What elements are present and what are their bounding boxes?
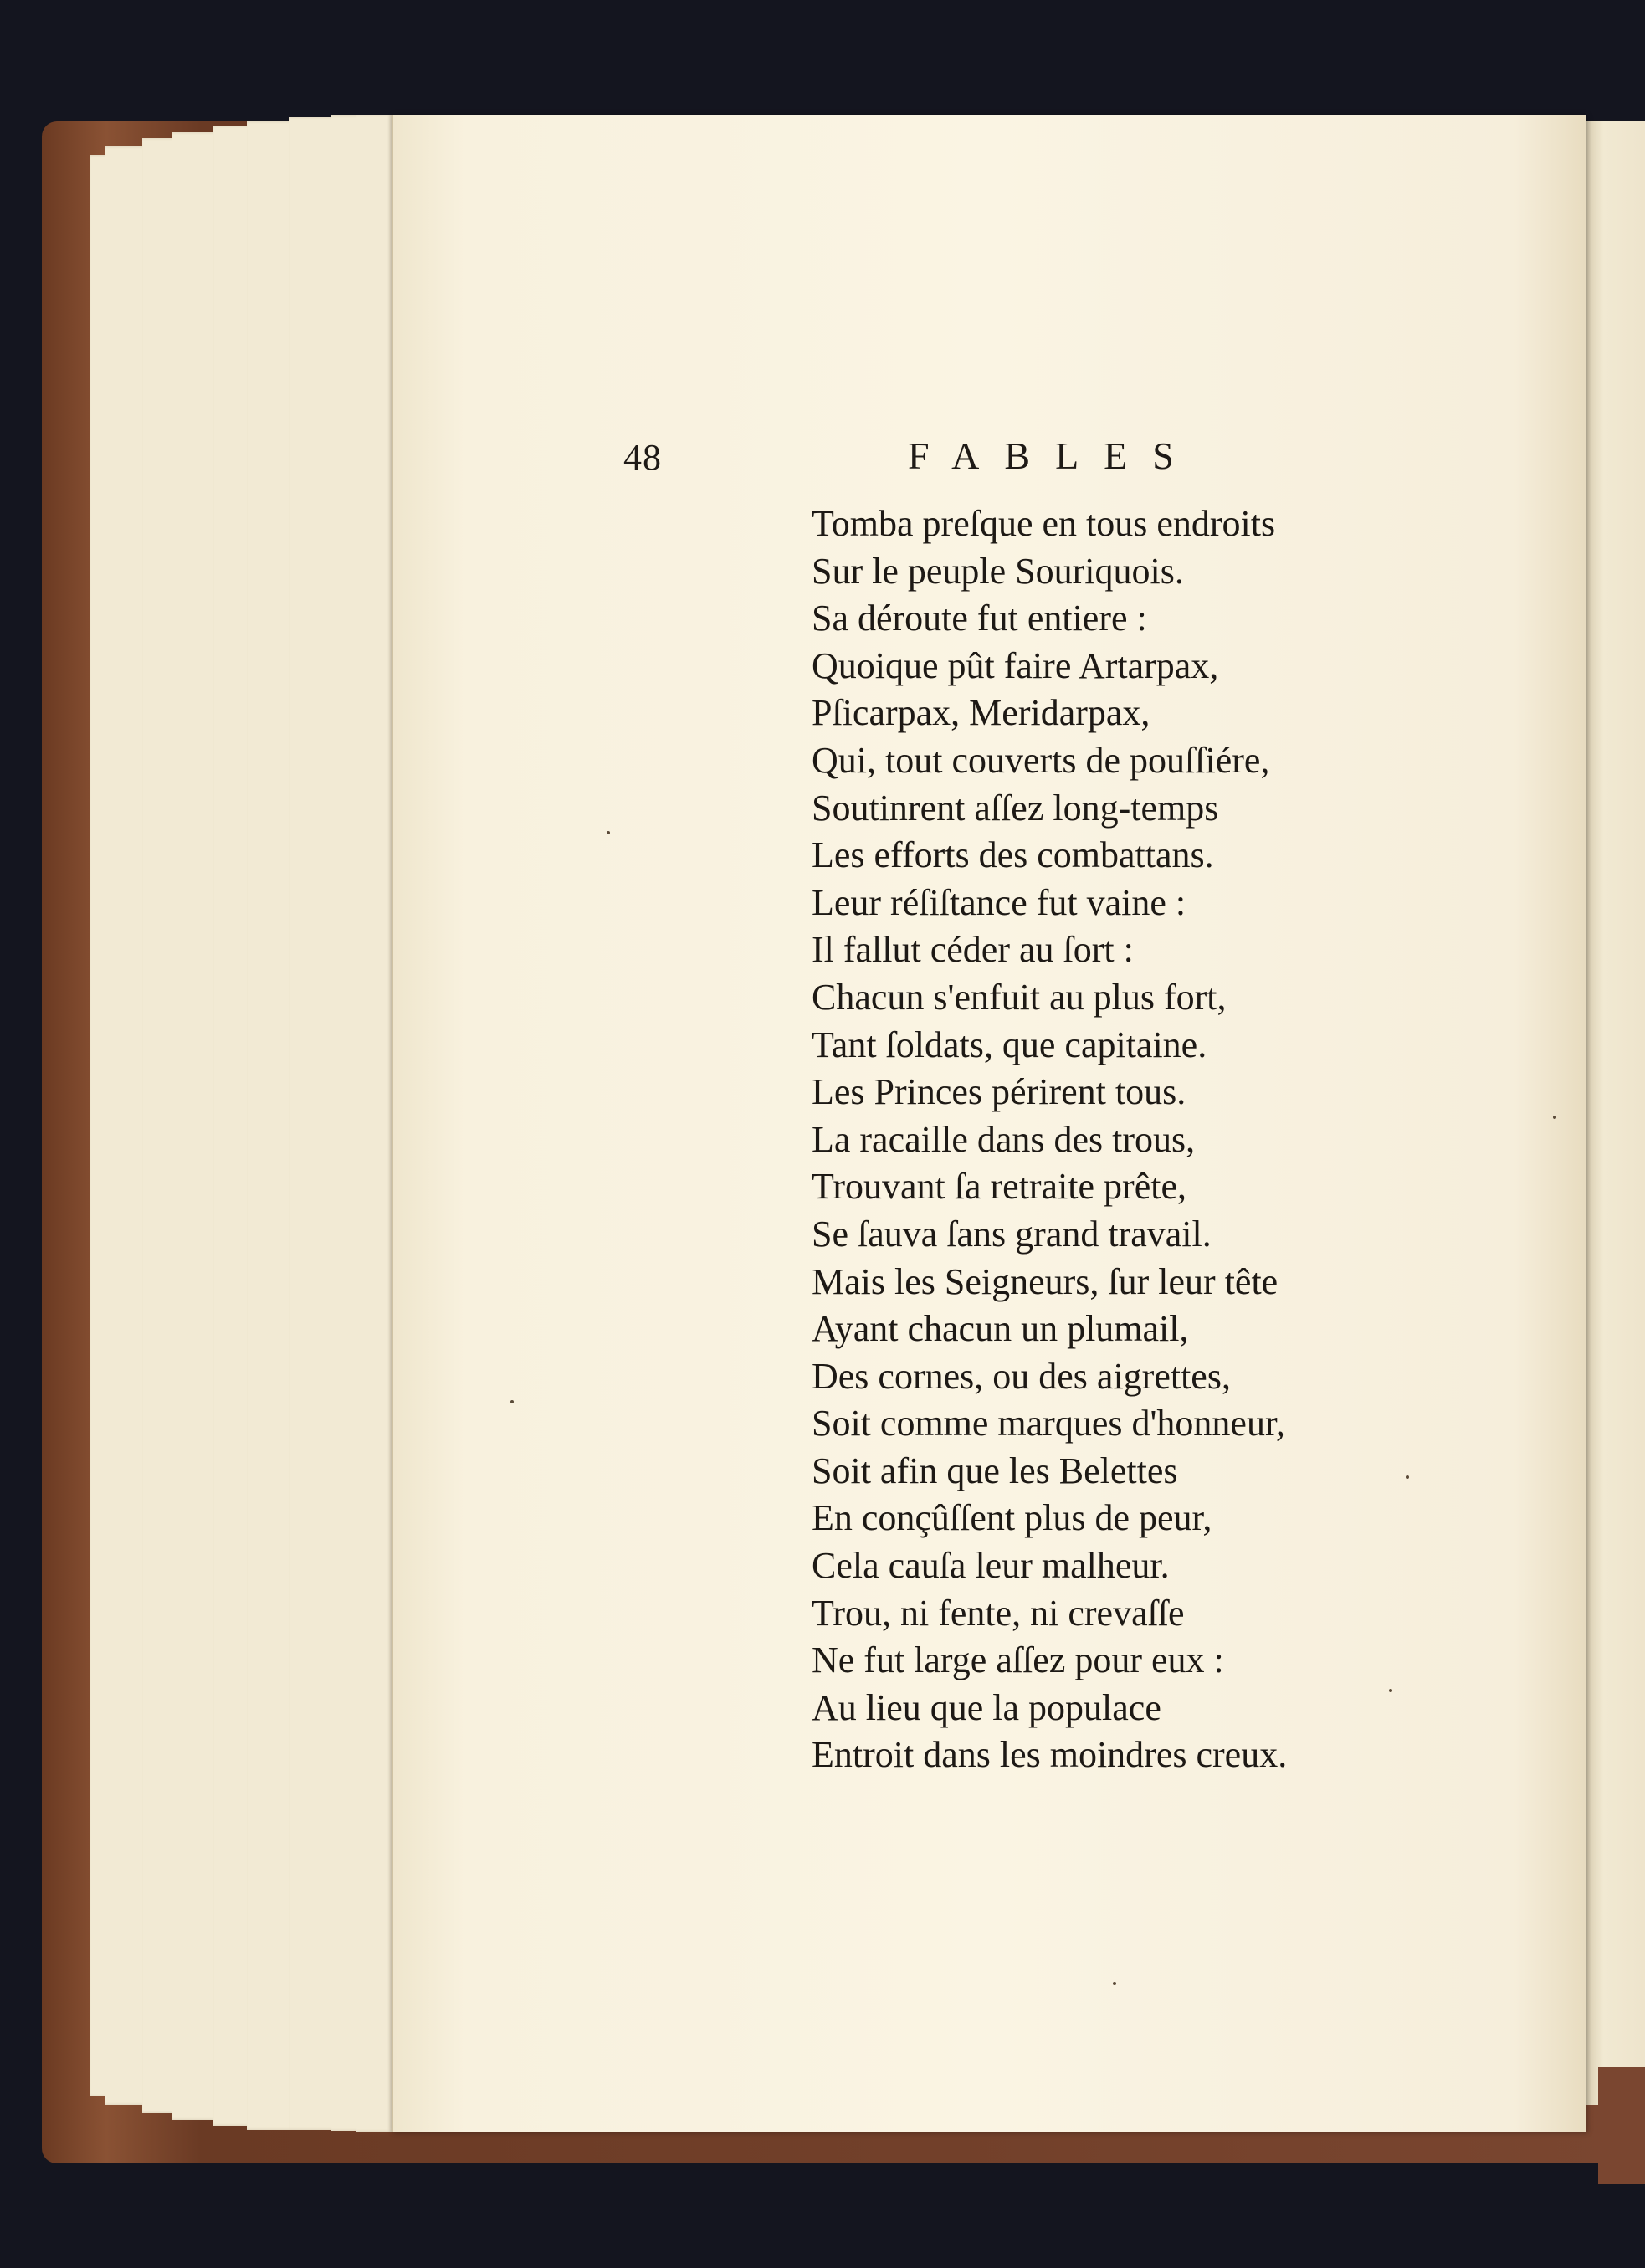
- facing-page-edge: [1586, 121, 1645, 2105]
- verse-line: Il fallut céder au ſort :: [812, 929, 1134, 971]
- verse-line: Ne fut large aſſez pour eux :: [812, 1639, 1224, 1681]
- verse-text: [812, 500, 1287, 1779]
- paper-speck: [1113, 1982, 1116, 1985]
- paper-speck: [1406, 1475, 1409, 1479]
- verse-line: Quoique pût faire Artarpax,: [812, 644, 1219, 686]
- paper-speck: [510, 1400, 514, 1403]
- facing-cover-corner: [1598, 2067, 1645, 2184]
- verse-line: Soutinrent aſſez long-temps: [812, 787, 1219, 829]
- paper-speck: [1389, 1689, 1392, 1692]
- verse-line: Pſicarpax, Meridarpax,: [812, 692, 1150, 734]
- verse-line: Mais les Seigneurs, ſur leur tête: [812, 1260, 1279, 1302]
- verse-line: Les efforts des combattans.: [812, 834, 1214, 876]
- verse-line: Des cornes, ou des aigrettes,: [812, 1355, 1231, 1397]
- verse-line: Se ſauva ſans grand travail.: [812, 1213, 1212, 1255]
- verse-line: Tant ſoldats, que capitaine.: [812, 1024, 1207, 1065]
- verse-line: Cela cauſa leur malheur.: [812, 1545, 1170, 1587]
- running-title: FABLES: [908, 434, 1199, 477]
- verse-line: Entroit dans les moindres creux.: [812, 1734, 1288, 1776]
- page-number: 48: [623, 437, 662, 478]
- verse-line: Sa déroute fut entiere :: [812, 598, 1147, 639]
- page-edge: [356, 115, 393, 2132]
- verse-line: En conçûſſent plus de peur,: [812, 1497, 1212, 1539]
- book-page: [392, 115, 1586, 2132]
- verse-line: Soit afin que les Belettes: [812, 1450, 1178, 1491]
- verse-line: La racaille dans des trous,: [812, 1118, 1196, 1160]
- paper-speck: [607, 831, 610, 834]
- verse-line: Trou, ni fente, ni crevaſſe: [812, 1592, 1185, 1634]
- verse-line: Leur réſiſtance fut vaine :: [812, 881, 1186, 923]
- verse-line: Qui, tout couverts de pouſſiére,: [812, 739, 1270, 781]
- verse-line: Chacun s'enfuit au plus fort,: [812, 976, 1227, 1018]
- paper-speck: [1553, 1116, 1556, 1119]
- verse-line: Tomba preſque en tous endroits: [812, 503, 1276, 544]
- verse-line: Sur le peuple Souriquois.: [812, 550, 1184, 592]
- page-header: [393, 429, 1586, 488]
- verse-line: Trouvant ſa retraite prête,: [812, 1166, 1186, 1208]
- verse-line: Les Princes périrent tous.: [812, 1071, 1186, 1113]
- verse-line: Au lieu que la populace: [812, 1686, 1161, 1728]
- verse-line: Ayant chacun un plumail,: [812, 1308, 1189, 1350]
- verse-line: Soit comme marques d'honneur,: [812, 1403, 1285, 1444]
